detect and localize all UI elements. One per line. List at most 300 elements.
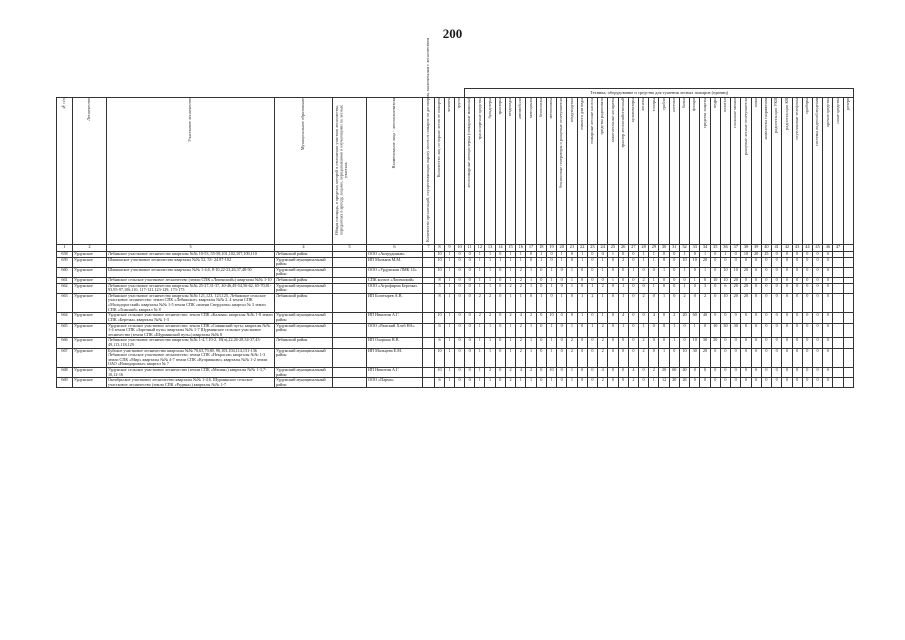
value-cell: 0 xyxy=(823,338,833,348)
value-cell: 0 xyxy=(823,278,833,284)
value-cell: 1 xyxy=(567,267,577,277)
value-cell: 0 xyxy=(761,278,771,284)
value-cell: 1 xyxy=(700,267,710,277)
value-cell: 0 xyxy=(741,257,751,267)
value-cell: 6 xyxy=(435,323,445,338)
value-cell: 1 xyxy=(505,278,515,284)
value-cell: 1 xyxy=(598,257,608,267)
value-cell: 0 xyxy=(608,348,618,367)
value-cell: 0 xyxy=(669,257,679,267)
value-cell: 0 xyxy=(741,378,751,388)
value-cell: 2 xyxy=(505,283,515,293)
value-cell: 0 xyxy=(455,338,465,348)
value-cell: 0 xyxy=(802,252,812,258)
forestry-cell: Урдунское xyxy=(73,348,107,367)
value-cell xyxy=(843,283,853,293)
value-cell: 0 xyxy=(659,313,669,323)
column-number: 42 xyxy=(782,245,792,252)
value-cell: 0 xyxy=(690,267,700,277)
value-cell: 2 xyxy=(567,338,577,348)
table-row xyxy=(57,267,854,277)
value-cell: 1 xyxy=(679,283,689,293)
value-cell: 0 xyxy=(812,257,822,267)
value-cell: 0 xyxy=(465,313,475,323)
value-cell: 0 xyxy=(587,378,597,388)
value-cell: 1 xyxy=(649,283,659,293)
column-number: 5 xyxy=(333,245,367,252)
value-cell xyxy=(833,257,843,267)
value-cell xyxy=(423,378,435,388)
value-cell: 1 xyxy=(577,257,587,267)
value-cell: 1 xyxy=(526,378,536,388)
value-cell: 1 xyxy=(649,278,659,284)
value-cell: 0 xyxy=(710,348,720,367)
column-number: 3 xyxy=(107,245,275,252)
area-cell xyxy=(333,378,367,388)
equipment-column-label: комплекты снаряжения xyxy=(763,98,769,140)
value-cell: 1 xyxy=(516,378,526,388)
value-cell: 1 xyxy=(638,252,648,258)
value-cell: 1 xyxy=(445,293,455,312)
row-number: 668 xyxy=(57,368,73,378)
row-number: 661 xyxy=(57,278,73,284)
value-cell: 1 xyxy=(485,378,495,388)
value-cell: 1 xyxy=(475,252,485,258)
row-number: 658 xyxy=(57,252,73,258)
value-cell: 0 xyxy=(710,378,720,388)
value-cell: 1 xyxy=(557,257,567,267)
value-cell: 40 xyxy=(700,313,710,323)
forestry-cell: Урдунское xyxy=(73,283,107,293)
value-cell: 0 xyxy=(772,267,782,277)
equipment-column-header xyxy=(741,98,751,245)
forestry-cell: Урдунское xyxy=(73,278,107,284)
forest-user-cell: ИП Никитин А.Г. xyxy=(367,313,423,323)
municipality-cell: Урдунский муниципальный район xyxy=(275,313,333,323)
value-cell: 0 xyxy=(587,313,597,323)
value-cell: 0 xyxy=(598,278,608,284)
value-cell: 1 xyxy=(669,338,679,348)
value-cell xyxy=(423,323,435,338)
district-cell: Лебяжское участковое лесничество кварталы №№ 121,123, 123,125, Лебяжское сельское участковое лесничество: земли СПК «Лебяжское» кварталы №№ 2, 4 земли СПК «Малодорогский» кварталы №№ 1-5 земли СПК «имени Свердлова» квартал № 3 земли СПК «Ложский» квартал № 8 xyxy=(107,293,275,312)
municipality-cell: Урдунский муниципальный район xyxy=(275,257,333,267)
table-body xyxy=(57,252,854,388)
value-cell: 1 xyxy=(659,293,669,312)
value-cell: 1 xyxy=(475,348,485,367)
value-cell: 8 xyxy=(435,278,445,284)
value-cell: 0 xyxy=(608,323,618,338)
value-cell: 0 xyxy=(731,257,741,267)
forestry-cell: Урдунское xyxy=(73,368,107,378)
value-cell: 1 xyxy=(526,267,536,277)
value-cell: 2 xyxy=(649,368,659,378)
value-cell: 0 xyxy=(536,348,546,367)
value-cell: 2 xyxy=(669,313,679,323)
equipment-column-header xyxy=(526,98,536,245)
value-cell: 10 xyxy=(435,368,445,378)
value-cell: 20 xyxy=(741,283,751,293)
value-cell: 25 xyxy=(761,252,771,258)
district-cell: Шашинское участковое лесничество кварталы №№ 52, 53- 24.97-102 xyxy=(107,257,275,267)
column-header-label: Муниципальное образование xyxy=(300,98,306,151)
value-cell xyxy=(423,283,435,293)
row-number: 663 xyxy=(57,293,73,312)
equipment-column-header xyxy=(720,98,730,245)
column-header-row xyxy=(57,98,854,245)
value-cell: 1 xyxy=(608,252,618,258)
value-cell: 2 xyxy=(516,323,526,338)
value-cell: 0 xyxy=(608,338,618,348)
value-cell: 0 xyxy=(557,278,567,284)
equipment-column-label: бензопилы xyxy=(537,98,543,118)
column-number: 16 xyxy=(516,245,526,252)
equipment-column-header xyxy=(546,98,556,245)
value-cell: 0 xyxy=(628,293,638,312)
equipment-column-label: бачки xyxy=(681,98,687,109)
value-cell: 0 xyxy=(741,348,751,367)
value-cell: 4 xyxy=(516,313,526,323)
value-cell: 2 xyxy=(485,313,495,323)
value-cell: 0 xyxy=(782,348,792,367)
district-cell: Лебяжское участковое лесничество кварталы №№ 25-27,31-37, 40-46,49-54,56-62, 65-70,81-93,95-97,106,110, 117-121,123-129, 173-175 xyxy=(107,283,275,293)
value-cell: 0 xyxy=(792,368,802,378)
column-header-label: Лесничество xyxy=(86,98,92,121)
value-cell: 0 xyxy=(823,252,833,258)
value-cell: 2 xyxy=(598,338,608,348)
value-cell: 0 xyxy=(792,283,802,293)
value-cell: 0 xyxy=(720,348,730,367)
value-cell: 8 xyxy=(659,323,669,338)
column-number: 34 xyxy=(700,245,710,252)
value-cell: 1 xyxy=(536,257,546,267)
value-cell: 0 xyxy=(638,283,648,293)
value-cell: 0 xyxy=(536,313,546,323)
value-cell: 0 xyxy=(690,283,700,293)
value-cell: 0 xyxy=(823,257,833,267)
column-header xyxy=(73,98,107,245)
value-cell xyxy=(843,338,853,348)
value-cell: 0 xyxy=(812,283,822,293)
municipality-cell: Урдунский муниципальный район xyxy=(275,283,333,293)
value-cell: 0 xyxy=(608,378,618,388)
row-number: 664 xyxy=(57,313,73,323)
equipment-column-header xyxy=(628,98,638,245)
value-cell: 0 xyxy=(536,338,546,348)
value-cell: 0 xyxy=(710,252,720,258)
column-header-label: Количество организаций, осуществляющих охрану лесов от пожаров по договорам, заключенным с лесничеством xyxy=(425,38,431,242)
value-cell: 0 xyxy=(669,252,679,258)
value-cell: 6 xyxy=(720,283,730,293)
column-number: 46 xyxy=(823,245,833,252)
value-cell: 0 xyxy=(772,338,782,348)
row-number: 665 xyxy=(57,323,73,338)
value-cell: 0 xyxy=(700,378,710,388)
equipment-column-header xyxy=(792,98,802,245)
value-cell: 2 xyxy=(598,348,608,367)
value-cell: 3 xyxy=(700,283,710,293)
value-cell: 10 xyxy=(720,278,730,284)
value-cell: 20 xyxy=(751,252,761,258)
value-cell: 0 xyxy=(710,257,720,267)
value-cell: 0 xyxy=(536,278,546,284)
forestry-cell: Урдунское xyxy=(73,267,107,277)
value-cell: 0 xyxy=(792,267,802,277)
value-cell: 0 xyxy=(659,252,669,258)
value-cell: 2 xyxy=(485,293,495,312)
value-cell: 0 xyxy=(567,313,577,323)
value-cell: 10 xyxy=(546,368,556,378)
value-cell: 26 xyxy=(679,378,689,388)
value-cell: 0 xyxy=(741,323,751,338)
value-cell: 0 xyxy=(638,378,648,388)
forestry-cell: Урдунское xyxy=(73,338,107,348)
value-cell: 0 xyxy=(812,267,822,277)
value-cell: 0 xyxy=(628,278,638,284)
column-number: 2 xyxy=(73,245,107,252)
column-number: 10 xyxy=(455,245,465,252)
value-cell: 0 xyxy=(455,378,465,388)
equipment-column-label: спутниковые телефоны xyxy=(793,98,799,140)
equipment-column-label: средства защиты xyxy=(701,98,707,129)
value-cell: 2 xyxy=(598,378,608,388)
value-cell xyxy=(423,267,435,277)
equipment-column-label: автомобили xyxy=(517,98,523,119)
table-row xyxy=(57,323,854,338)
value-cell: 0 xyxy=(495,348,505,367)
value-cell: 0 xyxy=(455,293,465,312)
column-number: 8 xyxy=(435,245,445,252)
value-cell: 0 xyxy=(802,368,812,378)
value-cell: 10 xyxy=(546,313,556,323)
value-cell: 2 xyxy=(638,293,648,312)
equipment-column-label: прочие средства xyxy=(824,98,830,127)
value-cell xyxy=(833,283,843,293)
value-cell: 10 xyxy=(710,278,720,284)
value-cell xyxy=(423,257,435,267)
equipment-group-header: Техника, оборудование и средства для тушения лесных пожаров (единиц) xyxy=(465,89,854,98)
value-cell: 0 xyxy=(823,323,833,338)
value-cell xyxy=(423,368,435,378)
value-cell: 0 xyxy=(700,368,710,378)
value-cell: 0 xyxy=(731,338,741,348)
value-cell: 1 xyxy=(567,378,577,388)
column-number: 36 xyxy=(720,245,730,252)
value-cell: 4 xyxy=(598,368,608,378)
equipment-column-header xyxy=(465,98,475,245)
value-cell: 0 xyxy=(557,348,567,367)
value-cell xyxy=(843,378,853,388)
value-cell: 0 xyxy=(761,257,771,267)
equipment-column-header xyxy=(782,98,792,245)
value-cell xyxy=(833,348,843,367)
value-cell: 0 xyxy=(751,293,761,312)
value-cell: 1 xyxy=(475,323,485,338)
column-header xyxy=(333,98,367,245)
value-cell: 0 xyxy=(618,378,628,388)
value-cell xyxy=(843,257,853,267)
value-cell: 10 xyxy=(710,323,720,338)
value-cell: 0 xyxy=(495,278,505,284)
value-cell: 1 xyxy=(557,293,567,312)
value-cell: 0 xyxy=(455,252,465,258)
value-cell: 0 xyxy=(802,313,812,323)
table-row xyxy=(57,348,854,367)
value-cell: 0 xyxy=(669,283,679,293)
value-cell: 1 xyxy=(567,323,577,338)
value-cell: 0 xyxy=(812,323,822,338)
area-cell xyxy=(333,348,367,367)
value-cell xyxy=(833,368,843,378)
value-cell: 0 xyxy=(577,378,587,388)
column-number: 30 xyxy=(659,245,669,252)
value-cell: 0 xyxy=(802,257,812,267)
equipment-column-header xyxy=(618,98,628,245)
equipment-column-label: радиостанции УКВ xyxy=(773,98,779,133)
value-cell: 1 xyxy=(690,278,700,284)
value-cell: 0 xyxy=(690,293,700,312)
forestry-cell: Урдунское xyxy=(73,252,107,258)
forestry-cell: Урдунское xyxy=(73,257,107,267)
value-cell: 0 xyxy=(495,267,505,277)
value-cell: 0 xyxy=(608,267,618,277)
value-cell: 0 xyxy=(710,267,720,277)
value-cell: 0 xyxy=(823,348,833,367)
value-cell: 0 xyxy=(720,257,730,267)
value-cell xyxy=(843,313,853,323)
equipment-column-header xyxy=(485,98,495,245)
value-cell: 0 xyxy=(792,313,802,323)
value-cell: 0 xyxy=(792,323,802,338)
forest-user-cell: ИП Никитин А.Г. xyxy=(367,368,423,378)
value-cell: 1 xyxy=(445,338,455,348)
table-row xyxy=(57,257,854,267)
value-cell: 0 xyxy=(731,313,741,323)
value-cell: 1 xyxy=(526,338,536,348)
value-cell: 1 xyxy=(526,278,536,284)
equipment-column-header xyxy=(567,98,577,245)
municipality-cell: Урдунский муниципальный район xyxy=(275,348,333,367)
equipment-column-label: резерв xyxy=(845,98,851,110)
value-cell: 0 xyxy=(567,257,577,267)
value-cell: 0 xyxy=(608,257,618,267)
value-cell: 0 xyxy=(751,278,761,284)
value-cell: 0 xyxy=(761,267,771,277)
value-cell xyxy=(423,348,435,367)
value-cell: 10 xyxy=(690,257,700,267)
value-cell: 0 xyxy=(782,378,792,388)
value-cell: 10 xyxy=(435,257,445,267)
value-cell: 0 xyxy=(792,378,802,388)
value-cell: 0 xyxy=(792,257,802,267)
value-cell: 0 xyxy=(772,313,782,323)
column-number: 13 xyxy=(485,245,495,252)
value-cell: 0 xyxy=(772,283,782,293)
value-cell: 0 xyxy=(546,293,556,312)
district-cell: Лебяжское сельское участковое лесничество (земли СПК «Лопенский») кварталы №№ 1-10 xyxy=(107,278,275,284)
value-cell: 2 xyxy=(505,313,515,323)
value-cell: 1 xyxy=(567,278,577,284)
equipment-column-header xyxy=(690,98,700,245)
value-cell: 1 xyxy=(505,267,515,277)
value-cell: 0 xyxy=(587,338,597,348)
value-cell: 0 xyxy=(772,368,782,378)
equipment-column-label: ведра xyxy=(711,98,717,108)
column-number: 17 xyxy=(526,245,536,252)
value-cell: 2 xyxy=(587,293,597,312)
value-cell: 1 xyxy=(445,283,455,293)
value-cell: 1 xyxy=(475,338,485,348)
value-cell: 0 xyxy=(495,313,505,323)
value-cell: 0 xyxy=(710,293,720,312)
value-cell: 0 xyxy=(772,378,782,388)
value-cell: 0 xyxy=(577,323,587,338)
value-cell: 2 xyxy=(618,257,628,267)
value-cell: 0 xyxy=(772,323,782,338)
value-cell: 1 xyxy=(690,323,700,338)
value-cell: 2 xyxy=(475,293,485,312)
value-cell: 0 xyxy=(741,368,751,378)
equipment-column-label: радиостанции КВ xyxy=(783,98,789,130)
value-cell: 1 xyxy=(475,378,485,388)
equipment-column-label: ранцевые лесные огнетушители xyxy=(742,98,748,156)
value-cell: 12 xyxy=(659,378,669,388)
value-cell: 0 xyxy=(465,278,475,284)
column-number: 26 xyxy=(618,245,628,252)
value-cell: 0 xyxy=(465,368,475,378)
value-cell xyxy=(833,338,843,348)
value-cell: 0 xyxy=(618,368,628,378)
equipment-column-header xyxy=(505,98,515,245)
value-cell: 1 xyxy=(567,283,577,293)
value-cell: 20 xyxy=(669,378,679,388)
district-cell: Октябрьское участковое лесничество кварталы №№ 1-4,6, Шурминское сельское участковое лесничество (земли СПК «Родина») кварталы №№ 1-7 xyxy=(107,378,275,388)
value-cell: 1 xyxy=(546,378,556,388)
value-cell: 0 xyxy=(731,368,741,378)
value-cell: 0 xyxy=(455,323,465,338)
municipality-cell: Лебяжский район xyxy=(275,338,333,348)
value-cell: 0 xyxy=(465,257,475,267)
value-cell: 0 xyxy=(557,283,567,293)
column-number: 43 xyxy=(792,245,802,252)
forest-user-cell: ООО «Парма» xyxy=(367,378,423,388)
value-cell: 1 xyxy=(485,252,495,258)
equipment-column-label: транспортные средства xyxy=(476,98,482,140)
value-cell: 1 xyxy=(618,283,628,293)
value-cell: 0 xyxy=(720,368,730,378)
equipment-column-label: приборы xyxy=(804,98,810,114)
column-header xyxy=(367,98,423,245)
value-cell: 0 xyxy=(577,338,587,348)
value-cell: 0 xyxy=(526,293,536,312)
value-cell xyxy=(833,293,843,312)
equipment-column-header xyxy=(669,98,679,245)
value-cell: 10 xyxy=(741,252,751,258)
equipment-column-header xyxy=(475,98,485,245)
column-number: 29 xyxy=(649,245,659,252)
value-cell: 5 xyxy=(435,283,445,293)
equipment-column-header xyxy=(823,98,833,245)
value-cell: 0 xyxy=(751,323,761,338)
value-cell: 0 xyxy=(659,278,669,284)
value-cell xyxy=(843,267,853,277)
value-cell: 1 xyxy=(659,267,669,277)
equipment-column-label: пожарные лесные насосы xyxy=(589,98,595,144)
area-cell xyxy=(333,283,367,293)
value-cell: 0 xyxy=(628,323,638,338)
value-cell: 0 xyxy=(649,338,659,348)
value-cell: 0 xyxy=(495,378,505,388)
value-cell: 4 xyxy=(516,368,526,378)
